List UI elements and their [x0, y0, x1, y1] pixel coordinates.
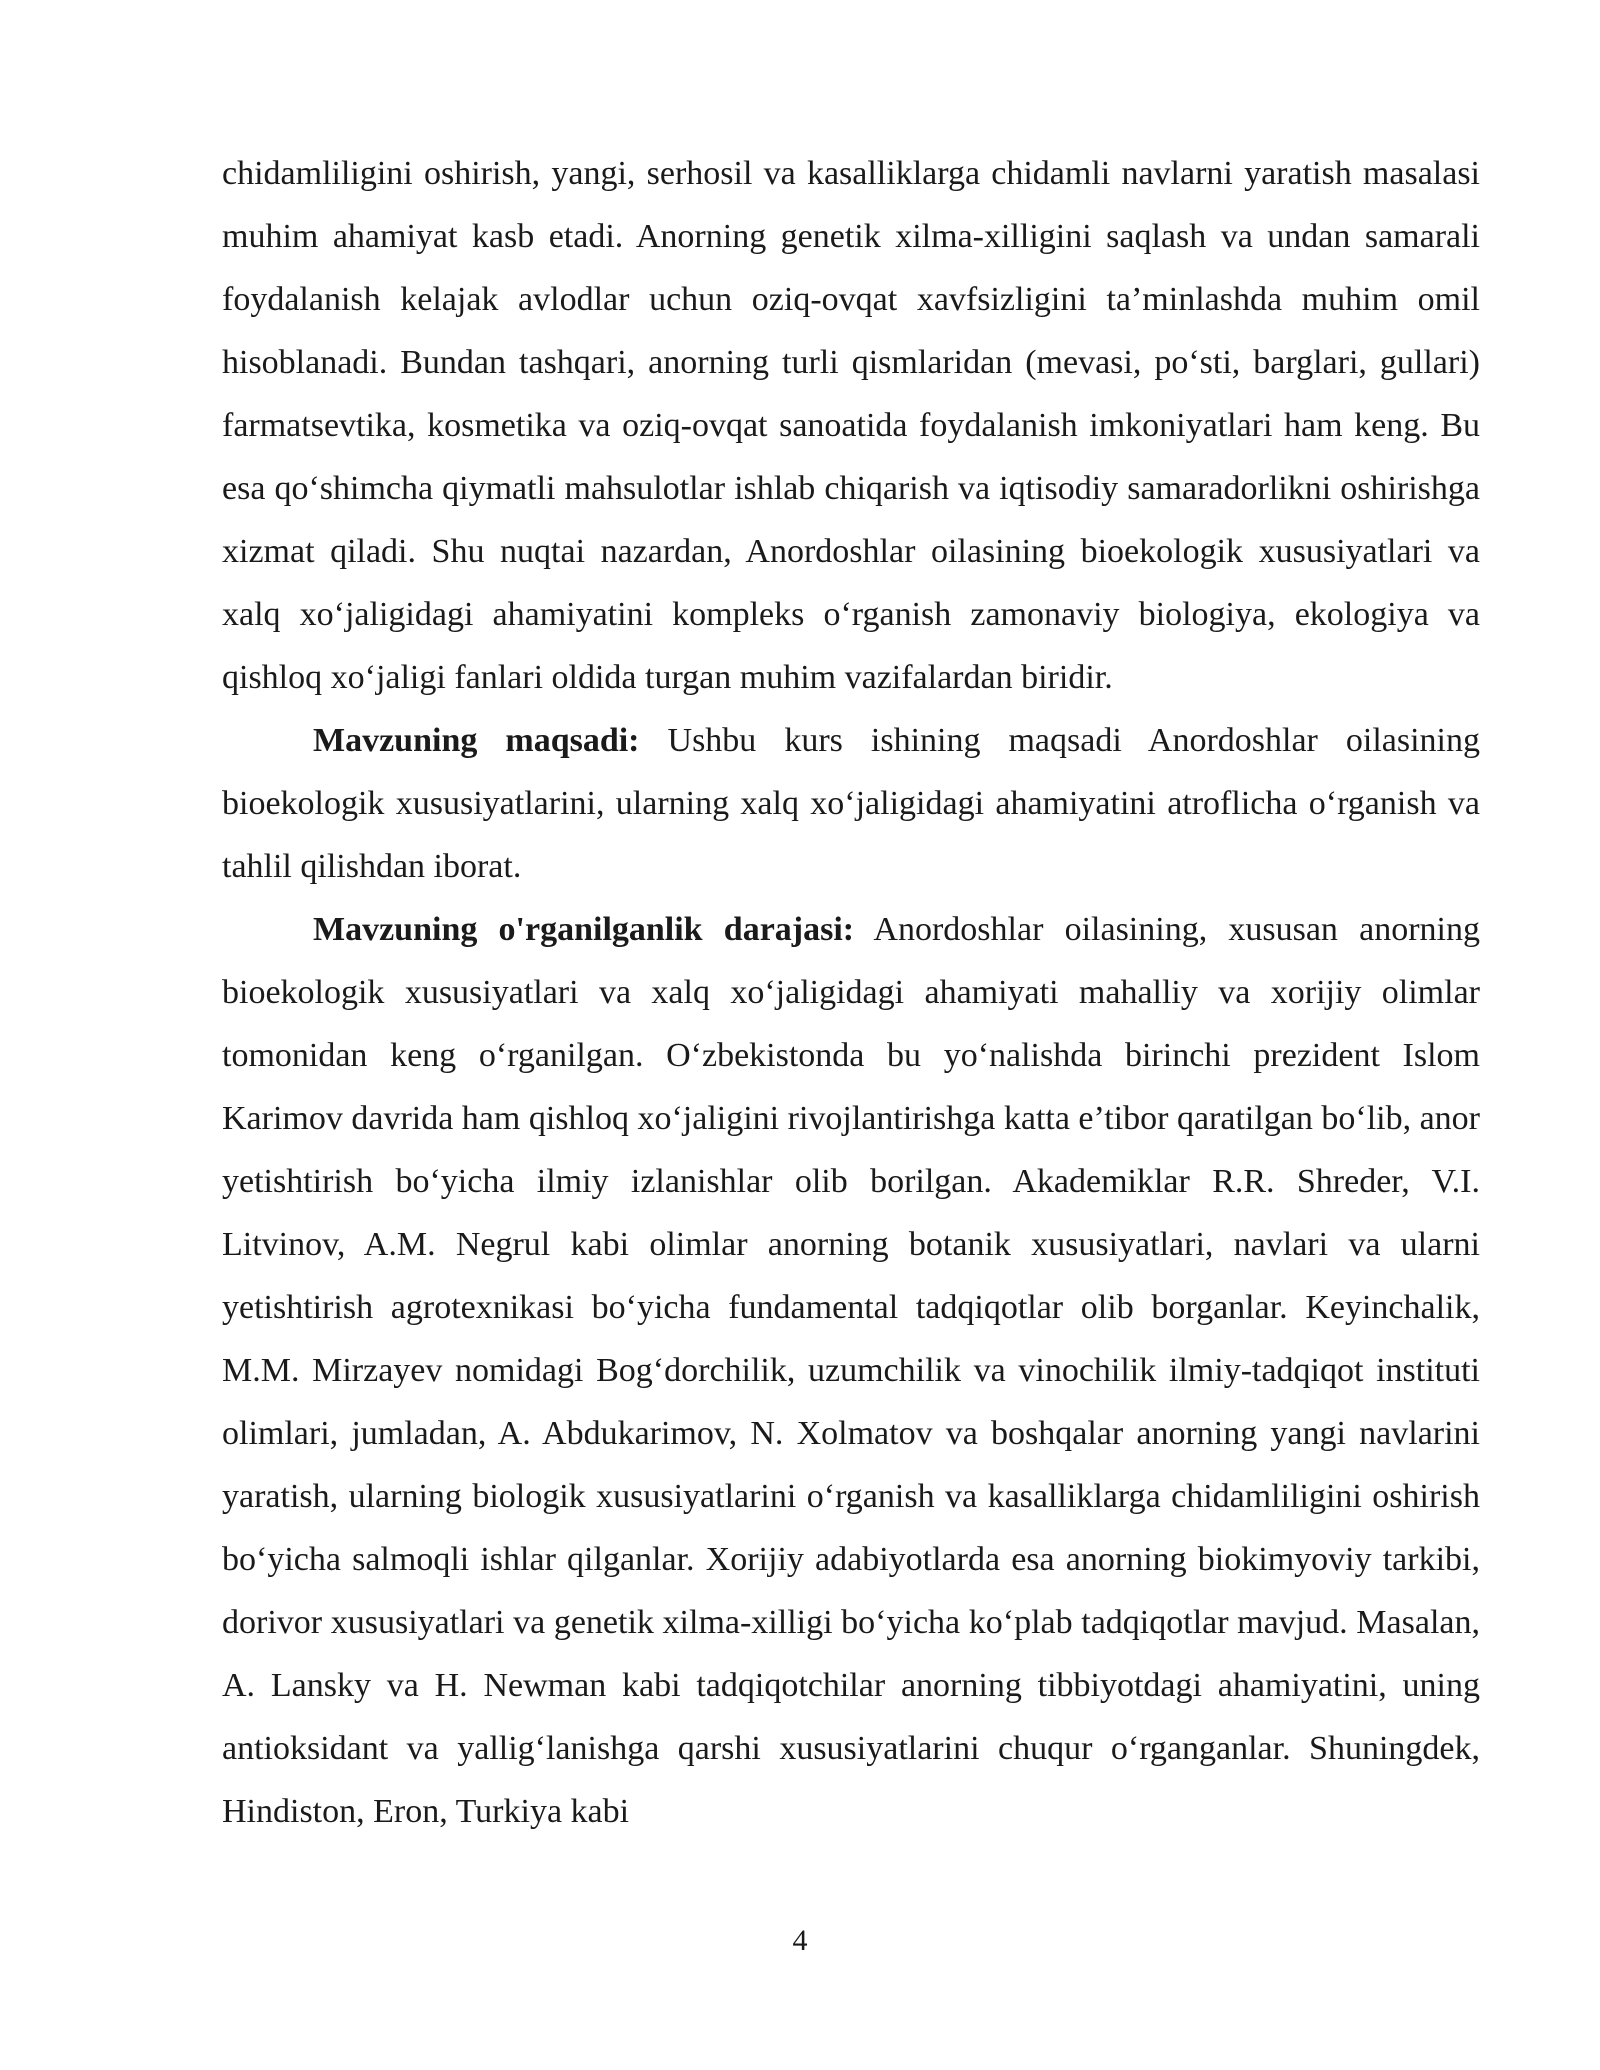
document-page — [222, 142, 1480, 1843]
paragraph-study-level — [222, 898, 1480, 1843]
paragraph-heading-goal: Mavzuning maqsadi: — [313, 722, 640, 759]
paragraph-text: chidamliligini oshirish, yangi, serhosil va kasalliklarga chidamli navlarni yaratish masalasi muhim ahamiyat kasb etadi. Anorning genetik xilma-xilligini saqlash va undan samarali foydalanish kelajak avlodlar uchun oziq-ovqat xavfsizligini ta’minlashda muhim omil hisoblanadi. Bundan tashqari, anorning turli qismlaridan (mevasi, po‘sti, barglari, gullari) farmatsevtika, kosmetika va oziq-ovqat sanoatida foydalanish imkoniyatlari ham keng. Bu esa qo‘shimcha qiymatli mahsulotlar ishlab chiqarish va iqtisodiy samaradorlikni oshirishga xizmat qiladi. Shu nuqtai nazardan, Anordoshlar oilasining bioekologik xususiyatlari va xalq xo‘jaligidagi ahamiyatini kompleks o‘rganish zamonaviy biologiya, ekologiya va qishloq xo‘jaligi fanlari oldida turgan muhim vazifalardan biridir. — [222, 155, 1480, 696]
paragraph-text: Ushbu kurs ishining maqsadi Anordoshlar oilasining bioekologik xususiyatlarini, ularning xalq xo‘jaligidagi ahamiyatini atroflicha o‘rganish va tahlil qilishdan iborat. — [222, 722, 1480, 885]
paragraph-continuation — [222, 142, 1480, 709]
paragraph-text: Anordoshlar oilasining, xususan anorning bioekologik xususiyatlari va xalq xo‘jaligidagi ahamiyati mahalliy va xorijiy olimlar tomonidan keng o‘rganilgan. O‘zbekistonda bu yo‘nalishda birinchi prezident Islom Karimov davrida ham qishloq xo‘jaligini rivojlantirishga katta e’tibor qaratilgan bo‘lib, anor yetishtirish bo‘yicha ilmiy izlanishlar olib borilgan. Akademiklar R.R. Shreder, V.I. Litvinov, A.M. Negrul kabi olimlar anorning botanik xususiyatlari, navlari va ularni yetishtirish agrotexnikasi bo‘yicha fundamental tadqiqotlar olib borganlar. Keyinchalik, M.M. Mirzayev nomidagi Bog‘dorchilik, uzumchilik va vinochilik ilmiy-tadqiqot instituti olimlari, jumladan, A. Abdukarimov, N. Xolmatov va boshqalar anorning yangi navlarini yaratish, ularning biologik xususiyatlarini o‘rganish va kasalliklarga chidamliligini oshirish bo‘yicha salmoqli ishlar qilganlar. Xorijiy adabiyotlarda esa anorning biokimyoviy tarkibi, dorivor xususiyatlari va genetik xilma-xilligi bo‘yicha ko‘plab tadqiqotlar mavjud. Masalan, A. Lansky va H. Newman kabi tadqiqotchilar anorning tibbiyotdagi ahamiyatini, uning antioksidant va yallig‘lanishga qarshi xususiyatlarini chuqur o‘rganganlar. Shuningdek, Hindiston, Eron, Turkiya kabi — [222, 911, 1480, 1830]
paragraph-goal — [222, 709, 1480, 898]
paragraph-heading-study-level: Mavzuning o'rganilganlik darajasi: — [313, 911, 855, 948]
page-number: 4 — [792, 1924, 808, 1957]
